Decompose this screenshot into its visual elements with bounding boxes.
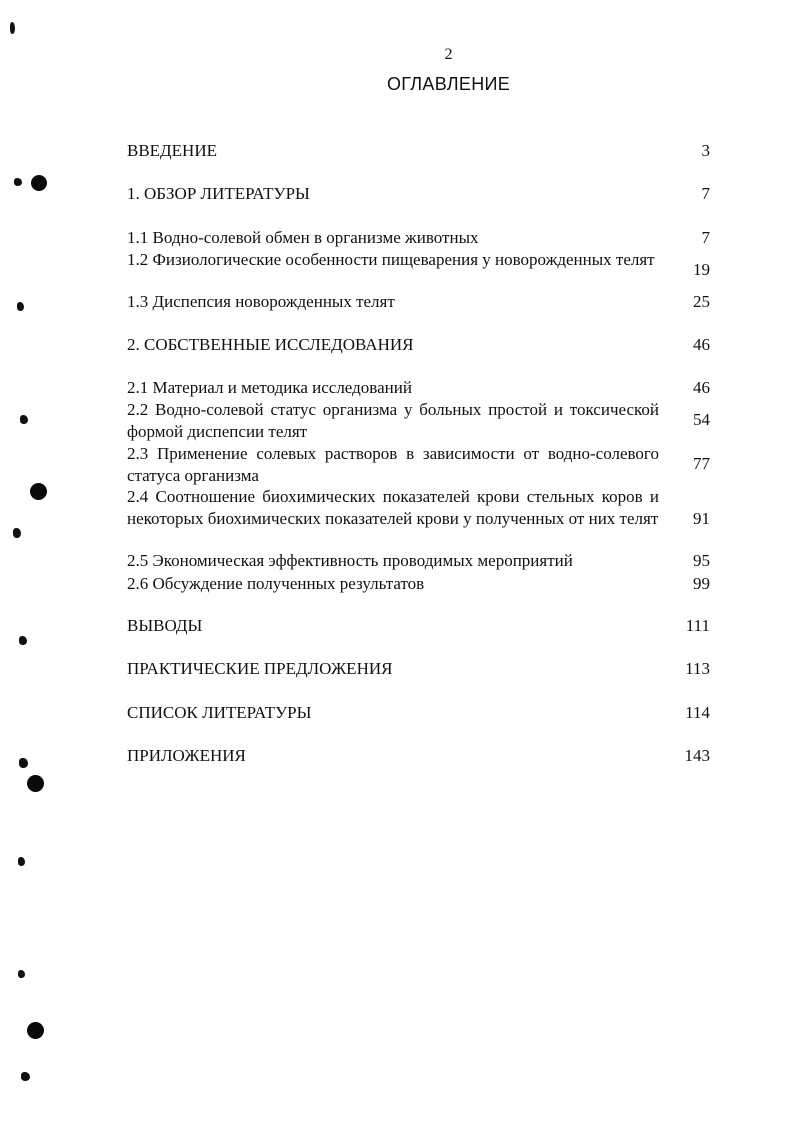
toc-page-2-5: 95: [693, 551, 710, 570]
page-number: 2: [444, 46, 453, 63]
scan-speck: [10, 22, 15, 34]
toc-entry-appendices: ПРИЛОЖЕНИЯ: [127, 746, 246, 765]
toc-entry-1-1: 1.1 Водно-солевой обмен в организме животных: [127, 228, 479, 247]
toc-page-1-3: 25: [693, 292, 710, 311]
toc-page-1-1: 7: [701, 228, 710, 247]
toc-page-literature-review: 7: [701, 184, 710, 203]
toc-page-2-1: 46: [693, 378, 710, 397]
toc-page-introduction: 3: [701, 141, 710, 160]
toc-page-practical-proposals: 113: [685, 659, 710, 678]
toc-entry-practical-proposals: ПРАКТИЧЕСКИЕ ПРЕДЛОЖЕНИЯ: [127, 659, 393, 678]
toc-entry-2-6: 2.6 Обсуждение полученных результатов: [127, 574, 425, 593]
scan-speck: [19, 758, 28, 768]
punch-hole-mark: [27, 775, 44, 792]
scan-speck: [21, 1072, 30, 1081]
toc-entry-conclusions: ВЫВОДЫ: [127, 616, 203, 635]
toc-page-2-2: 54: [693, 410, 710, 429]
toc-entry-2-5: 2.5 Экономическая эффективность проводимых мероприятий: [127, 551, 573, 570]
scan-speck: [13, 528, 21, 538]
punch-hole-mark: [31, 175, 47, 191]
scan-speck: [18, 857, 25, 866]
toc-page-2-4: 91: [693, 509, 710, 528]
toc-title: ОГЛАВЛЕНИЕ: [386, 74, 511, 94]
scan-speck: [18, 970, 25, 978]
toc-page-1-2: 19: [693, 260, 710, 279]
toc-entry-1-3: 1.3 Диспепсия новорожденных телят: [127, 292, 395, 311]
toc-page-appendices: 143: [684, 746, 710, 765]
toc-page-own-research: 46: [693, 335, 710, 354]
toc-entry-own-research: 2. СОБСТВЕННЫЕ ИССЛЕДОВАНИЯ: [127, 335, 414, 354]
toc-page-2-6: 99: [693, 574, 710, 593]
toc-entry-2-3: 2.3 Применение солевых растворов в зависимости от водно-солевого статуса организма: [127, 444, 659, 485]
toc-page-2-3: 77: [693, 454, 710, 473]
toc-page-conclusions: 111: [685, 616, 710, 635]
toc-entry-introduction: ВВЕДЕНИЕ: [127, 141, 217, 160]
toc-entry-references: СПИСОК ЛИТЕРАТУРЫ: [127, 703, 312, 722]
scan-speck: [20, 415, 28, 424]
punch-hole-mark: [30, 483, 47, 500]
toc-entry-2-1: 2.1 Материал и методика исследований: [127, 378, 412, 397]
toc-entry-1-2: 1.2 Физиологические особенности пищеварения у новорожденных телят: [127, 250, 655, 269]
punch-hole-mark: [27, 1022, 44, 1039]
toc-entry-literature-review: 1. ОБЗОР ЛИТЕРАТУРЫ: [127, 184, 310, 203]
toc-entry-2-2: 2.2 Водно-солевой статус организма у больных простой и токсической формой диспепсии телят: [127, 400, 659, 441]
toc-page-references: 114: [685, 703, 710, 722]
scan-speck: [17, 302, 24, 311]
scan-speck: [14, 178, 22, 186]
toc-entry-2-4: 2.4 Соотношение биохимических показателей крови стельных коров и некоторых биохимических показателей крови у полученных от них телят: [127, 487, 659, 528]
scan-speck: [19, 636, 27, 645]
